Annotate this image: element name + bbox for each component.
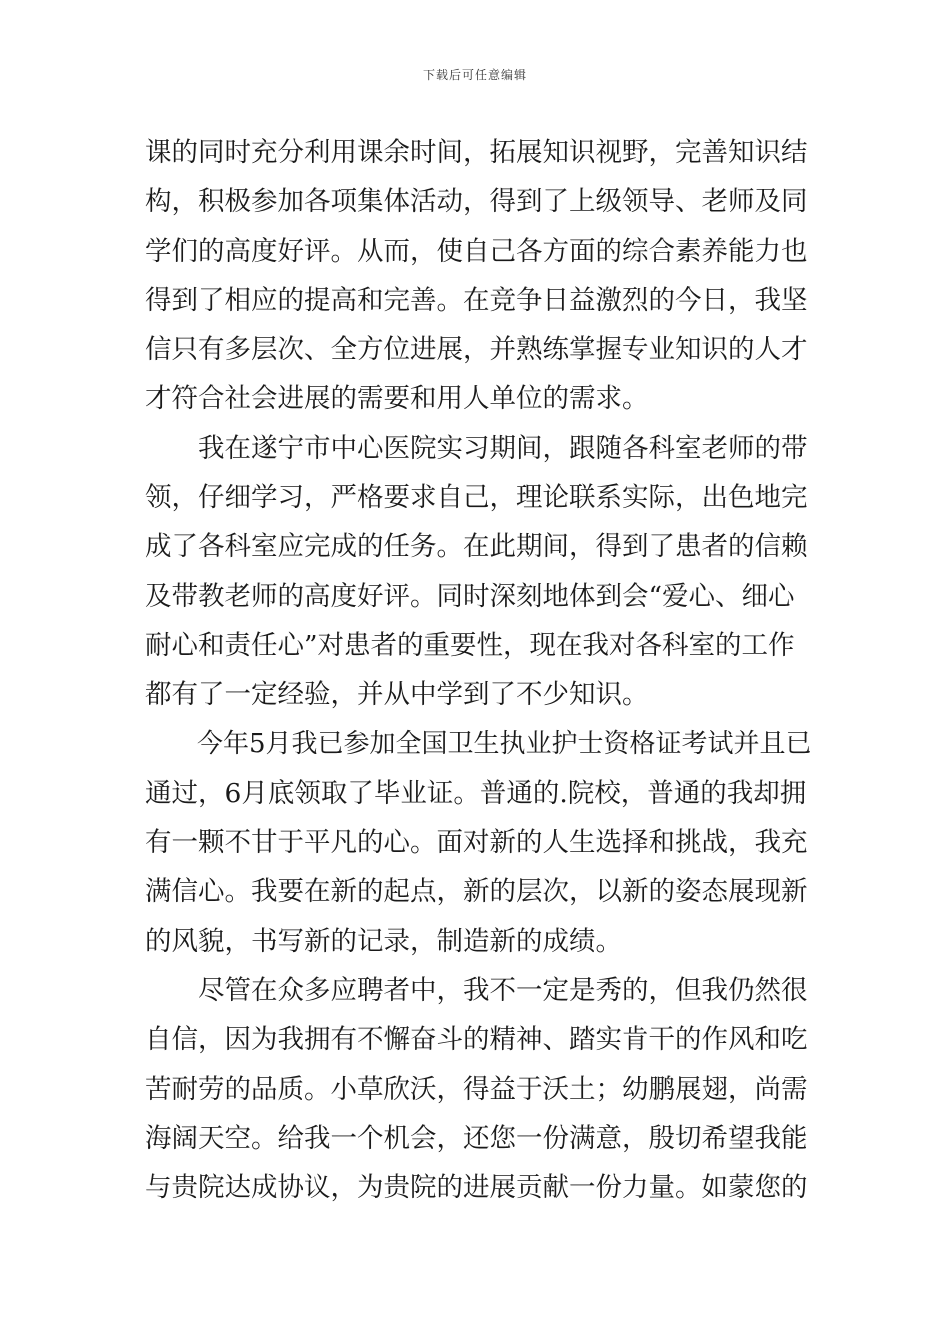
text-line: 我在遂宁市中心医院实习期间，跟随各科室老师的带 bbox=[145, 432, 808, 464]
document-body bbox=[145, 128, 810, 1213]
text-line: 与贵院达成协议，为贵院的进展贡献一份力量。如蒙您的 bbox=[145, 1172, 808, 1204]
text-line: 都有了一定经验，并从中学到了不少知识。 bbox=[145, 679, 649, 711]
text-line: 课的同时充分利用课余时间，拓展知识视野，完善知识结 bbox=[145, 137, 808, 168]
text-line: 及带教老师的高度好评。同时深刻地体到会“爱心、细心 bbox=[145, 580, 795, 612]
text-line: 有一颗不甘于平凡的心。面对新的人生选择和挑战，我充 bbox=[145, 827, 808, 859]
text-line: 自信，因为我拥有不懈奋斗的精神、踏实肯干的作风和吃 bbox=[145, 1024, 808, 1056]
text-line: 构，积极参加各项集体活动，得到了上级领导、老师及同 bbox=[145, 186, 808, 218]
text-line: 海阔天空。给我一个机会，还您一份满意，殷切希望我能 bbox=[145, 1122, 808, 1154]
text-line: 耐心和责任心”对患者的重要性，现在我对各科室的工作 bbox=[145, 629, 795, 661]
text-line: 满信心。我要在新的起点，新的层次，以新的姿态展现新 bbox=[145, 876, 808, 908]
page-header: 下载后可任意编辑 bbox=[422, 68, 527, 82]
text-line: 信只有多层次、全方位进展，并熟练掌握专业知识的人才 bbox=[145, 334, 808, 366]
text-line: 成了各科室应完成的任务。在此期间，得到了患者的信赖 bbox=[145, 531, 808, 563]
text-line: 得到了相应的提高和完善。在竞争日益激烈的今日，我坚 bbox=[145, 284, 808, 316]
text-line: 今年5月我已参加全国卫生执业护士资格证考试并且已 bbox=[145, 728, 812, 759]
text-line: 领，仔细学习，严格要求自己，理论联系实际，出色地完 bbox=[145, 482, 808, 514]
text-line: 的风貌，书写新的记录，制造新的成绩。 bbox=[145, 925, 622, 957]
text-line: 学们的高度好评。从而，使自己各方面的综合素养能力也 bbox=[145, 235, 808, 267]
text-line: 尽管在众多应聘者中，我不一定是秀的，但我仍然很 bbox=[145, 975, 808, 1007]
text-line: 通过，6月底领取了毕业证。普通的.院校，普通的我却拥 bbox=[145, 777, 807, 809]
text-line: 苦耐劳的品质。小草欣沃，得益于沃土；幼鹏展翅，尚需 bbox=[145, 1073, 808, 1105]
text-line: 才符合社会进展的需要和用人单位的需求。 bbox=[145, 383, 649, 415]
